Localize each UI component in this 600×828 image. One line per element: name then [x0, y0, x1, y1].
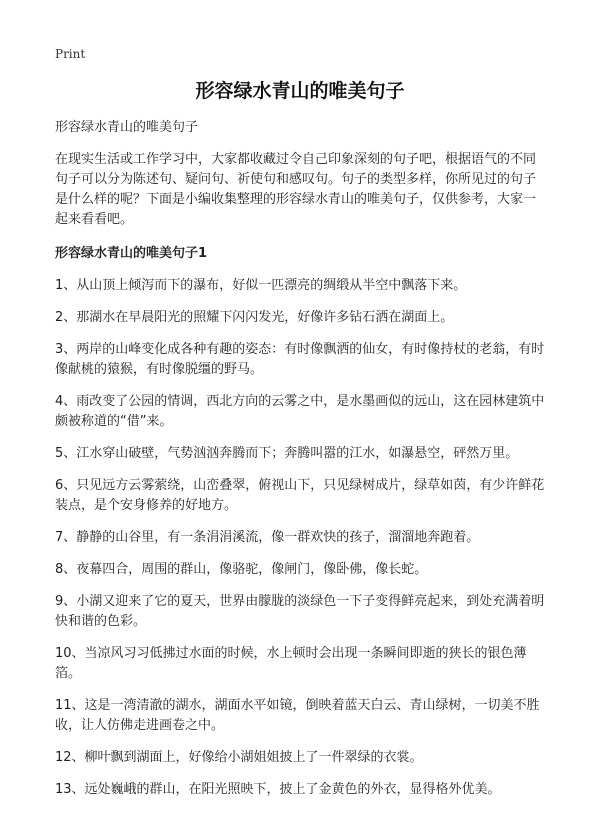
list-item: 6、只见远方云雾萦绕，山峦叠翠，俯视山下，只见绿树成片，绿草如茵，有少许鲜花装点，是个安身修养的好地方。	[55, 478, 545, 513]
list-item: 5、江水穿山破壁，气势汹汹奔腾而下；奔腾叫嚣的江水，如瀑悬空，砰然万里。	[55, 446, 519, 461]
print-link[interactable]: Print	[55, 47, 86, 61]
list-item: 1、从山顶上倾泻而下的瀑布，好似一匹漂亮的绸缎从半空中飘落下来。	[55, 278, 467, 293]
list-item: 3、两岸的山峰变化成各种有趣的姿态：有时像飘洒的仙女，有时像持杖的老翁，有时像献桃的猿猴，有时像脱缰的野马。	[55, 342, 545, 377]
list-item: 12、柳叶飘到湖面上，好像给小湖姐姐披上了一件翠绿的衣裳。	[55, 750, 423, 765]
article-subtitle: 形容绿水青山的唯美句子	[55, 120, 199, 135]
list-item: 8、夜幕四合，周围的群山，像骆驼，像闸门，像卧佛，像长蛇。	[55, 562, 428, 577]
section-heading: 形容绿水青山的唯美句子1	[55, 246, 208, 261]
intro-paragraph: 在现实生活或工作学习中，大家都收藏过令自己印象深刻的句子吧，根据语气的不同句子可以分为陈述句、疑问句、祈使句和感叹句。句子的类型多样，你所见过的句子是什么样的呢？下面是小编收集整理的形容绿水青山的唯美句子，仅供参考，大家一起来看看吧。	[55, 152, 537, 227]
article-body	[55, 118, 547, 812]
list-item: 4、雨改变了公园的情调，西北方向的云雾之中，是水墨画似的远山，这在园林建筑中颇被称道的“借”来。	[55, 394, 545, 429]
list-item: 11、这是一湾清澈的湖水，湖面水平如镜，倒映着蓝天白云、青山绿树，一切美不胜收，让人仿佛走进画卷之中。	[55, 698, 540, 733]
list-item: 7、静静的山谷里，有一条涓涓溪流，像一群欢快的孩子，溜溜地奔跑着。	[55, 530, 480, 545]
list-item: 9、小湖又迎来了它的夏天，世界由朦胧的淡绿色一下子变得鲜亮起来，到处充满着明快和谐的色彩。	[55, 594, 545, 629]
list-item: 2、那湖水在早晨阳光的照耀下闪闪发光，好像许多钻石洒在湖面上。	[55, 310, 454, 325]
list-item: 10、当凉风习习低拂过水面的时候，水上顿时会出现一条瞬间即逝的狭长的银色薄箔。	[55, 646, 527, 681]
page-title: 形容绿水青山的唯美句子	[195, 80, 405, 102]
list-item: 13、远处巍峨的群山，在阳光照映下，披上了金黄色的外衣，显得格外优美。	[55, 782, 501, 797]
